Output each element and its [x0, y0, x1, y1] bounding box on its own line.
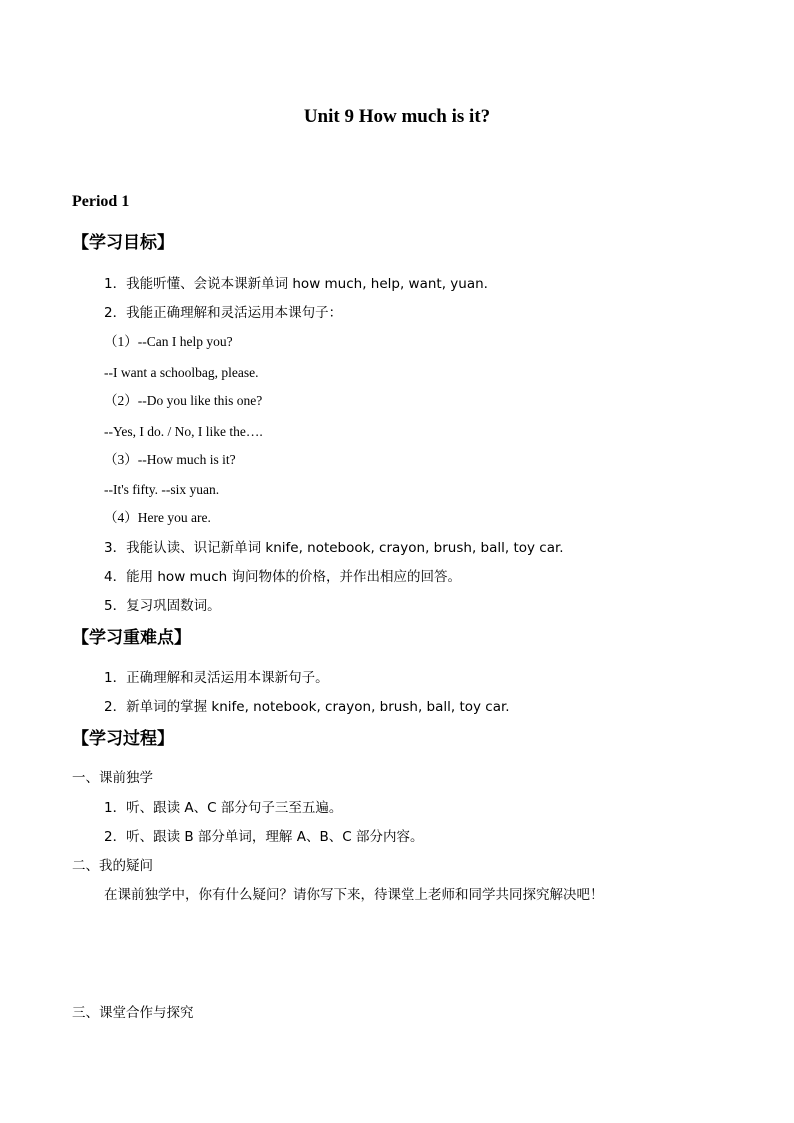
process-part-label: 三、课堂合作与探究 — [72, 1005, 194, 1021]
goal-item: 4．能用 how much 询问物体的价格，并作出相应的回答。 — [104, 569, 462, 585]
goal-item: （4）Here you are. — [104, 510, 211, 525]
goal-item: 1．我能听懂、会说本课新单词 how much, help, want, yuan. — [104, 276, 488, 292]
goal-item: 2．我能正确理解和灵活运用本课句子： — [104, 305, 343, 321]
process-part-label: 二、我的疑问 — [72, 858, 153, 874]
section-heading-goals: 【学习目标】 — [72, 233, 174, 253]
process-item: 1．听、跟读 A、C 部分句子三至五遍。 — [104, 800, 343, 816]
keypoint-item: 1．正确理解和灵活运用本课新句子。 — [104, 670, 329, 686]
goal-item: （3）--How much is it? — [104, 452, 236, 467]
goal-item: --I want a schoolbag, please. — [104, 365, 259, 380]
goal-item: （2）--Do you like this one? — [104, 393, 263, 408]
goal-item: （1）--Can I help you? — [104, 334, 233, 349]
goal-item: 3．我能认读、识记新单词 knife, notebook, crayon, brush, ball, toy car. — [104, 540, 564, 556]
goal-item: --Yes, I do. / No, I like the…. — [104, 424, 263, 439]
process-part-label: 一、课前独学 — [72, 770, 153, 786]
process-question-prompt: 在课前独学中，你有什么疑问？请你写下来，待课堂上老师和同学共同探究解决吧！ — [104, 887, 604, 903]
goal-item: --It's fifty. --six yuan. — [104, 482, 220, 497]
period-label: Period 1 — [72, 193, 130, 210]
section-heading-keypoints: 【学习重难点】 — [72, 628, 191, 648]
document-title: Unit 9 How much is it? — [303, 106, 491, 127]
process-item: 2．听、跟读 B 部分单词，理解 A、B、C 部分内容。 — [104, 829, 424, 845]
goal-item: 5．复习巩固数词。 — [104, 598, 221, 614]
keypoint-item: 2．新单词的掌握 knife, notebook, crayon, brush, ball, toy car. — [104, 699, 510, 715]
section-heading-process: 【学习过程】 — [72, 729, 174, 749]
